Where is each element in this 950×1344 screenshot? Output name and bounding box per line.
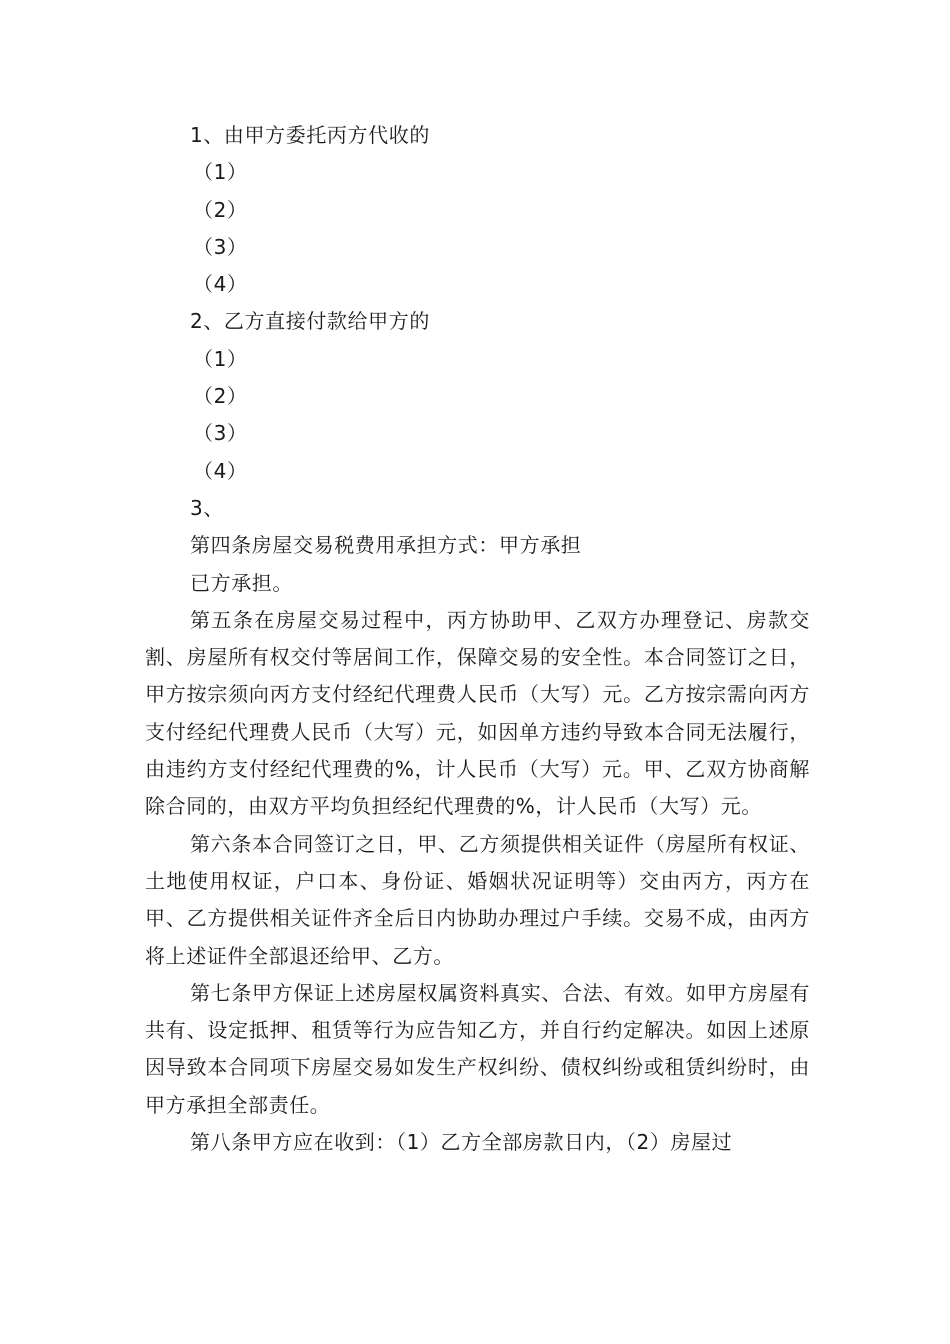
- article-four: 第四条房屋交易税费用承担方式：甲方承担: [190, 533, 582, 558]
- list-item: （1）: [193, 346, 248, 371]
- list-item: （4）: [193, 458, 248, 483]
- list-item: （1）: [193, 160, 248, 185]
- document-body: [145, 117, 810, 1161]
- list-heading: 2、乙方直接付款给甲方的: [190, 309, 430, 334]
- list-item: （2）: [193, 384, 248, 409]
- list-item: （4）: [193, 272, 248, 297]
- list-heading: 3、: [190, 495, 224, 520]
- list-item: （2）: [193, 197, 248, 222]
- list-item: （3）: [193, 421, 248, 446]
- article-eight: 第八条甲方应在收到：（1）乙方全部房款日内，（2）房屋过: [190, 1130, 733, 1155]
- article-six: 第六条本合同签订之日，甲、乙方须提供相关证件（房屋所有权证、土地使用权证，户口本、身份证、婚姻状况证明等）交由丙方，丙方在甲、乙方提供相关证件齐全后日内协助办理过户手续。交易不成，由丙方将上述证件全部退还给甲、乙方。: [145, 831, 810, 968]
- list-heading: 1、由甲方委托丙方代收的: [190, 123, 430, 147]
- article-four-continuation: 已方承担。: [190, 570, 293, 595]
- article-seven: 第七条甲方保证上述房屋权属资料真实、合法、有效。如甲方房屋有共有、设定抵押、租赁等行为应告知乙方，并自行约定解决。如因上述原因导致本合同项下房屋交易如发生产权纠纷、债权纠纷或租赁纠纷时，由甲方承担全部责任。: [145, 980, 810, 1117]
- article-five: 第五条在房屋交易过程中，丙方协助甲、乙双方办理登记、房款交割、房屋所有权交付等居间工作，保障交易的安全性。本合同签订之日，甲方按宗须向丙方支付经纪代理费人民币（大写）元。乙方按宗需向丙方支付经纪代理费人民币（大写）元，如因单方违约导致本合同无法履行，由违约方支付经纪代理费的%，计人民币（大写）元。甲、乙双方协商解除合同的，由双方平均负担经纪代理费的%，计人民币（大写）元。: [145, 607, 810, 819]
- list-item: （3）: [193, 234, 248, 259]
